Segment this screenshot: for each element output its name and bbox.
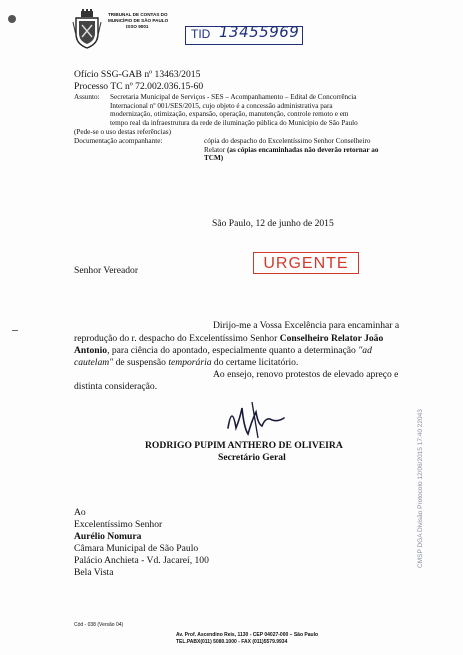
- date-line: São Paulo, 12 de junho de 2015: [212, 218, 334, 229]
- issuer-organization: TRIBUNAL DE CONTAS DO MUNICÍPIO DE SÃO PAULO ISSO 9001: [108, 12, 169, 29]
- assunto-label: Assunto:: [74, 93, 100, 101]
- footer-address: Av. Prof. Ascendino Reis, 1130 - CEP 04027-000 – São Paulo: [176, 632, 319, 638]
- tid-number: 13455969: [219, 23, 300, 41]
- assunto-text: Secretaria Municipal de Serviços - SES – Acompanhamento – Edital de Concorrência Internacional nº 001/SES/2015, cujo objeto é a concessão administrativa para modernização, otimização, expansão, operação, manutenção, controle remoto e em tempo real da infraestrutura da rede de iluminação pública do Município de São Paulo: [110, 93, 358, 127]
- signer-title: Secretário Geral: [218, 452, 286, 463]
- body-line: cautelam" de suspensão temporária do certame licitatório.: [74, 357, 299, 368]
- body-line: reprodução do r. despacho do Excelentíssimo Senhor Conselheiro Relator João: [74, 333, 384, 344]
- body-line: distinta consideração.: [74, 381, 158, 392]
- protocol-stamp: CMSP DGA Divisão Protocolo 12/06/2015 17:40 22043: [417, 409, 424, 568]
- handwritten-signature: [222, 398, 292, 440]
- body-line: Dirijo-me a Vossa Excelência para encaminhar a: [213, 320, 400, 331]
- tid-label: TID: [191, 27, 211, 41]
- salutation: Senhor Vereador: [74, 265, 139, 276]
- coat-of-arms-icon: [72, 8, 102, 50]
- addressee-to: Ao: [74, 507, 86, 518]
- urgente-stamp: URGENTE: [253, 252, 359, 274]
- oficio-number: Ofício SSG-GAB nº 13463/2015: [74, 69, 201, 80]
- documentation-text: cópia do despacho do Excelentíssimo Senhor Conselheiro Relator (as cópias encaminhadas não deverão retornar ao TCM): [204, 137, 379, 163]
- signer-name: RODRIGO PUPIM ANTHERO DE OLIVEIRA: [145, 440, 343, 451]
- addressee-honorific: Excelentíssimo Senhor: [74, 519, 163, 530]
- footer-phones: TEL.PABX(011) 5080.1000 - FAX (011)5579.9934: [176, 639, 288, 645]
- processo-number: Processo TC nº 72.002.036.15-60: [74, 81, 204, 92]
- addressee-org: Câmara Municipal de São Paulo: [74, 543, 199, 554]
- fold-mark: [12, 330, 18, 331]
- form-code: Cód - 038 (Versão 04): [74, 622, 124, 628]
- body-line: Antonio, para ciência do apontado, especialmente quanto a determinação "ad: [74, 345, 372, 356]
- addressee-address: Palácio Anchieta - Vd. Jacareí, 100: [74, 555, 209, 566]
- addressee-district: Bela Vista: [74, 567, 114, 578]
- punch-hole: [8, 15, 16, 23]
- addressee-name: Aurélio Nomura: [74, 531, 142, 542]
- documentation-label: Documentação acompanhante:: [74, 137, 163, 145]
- reference-note: (Pede-se o uso destas referências): [74, 128, 171, 136]
- body-line: Ao ensejo, renovo protestos de elevado apreço e: [213, 369, 399, 380]
